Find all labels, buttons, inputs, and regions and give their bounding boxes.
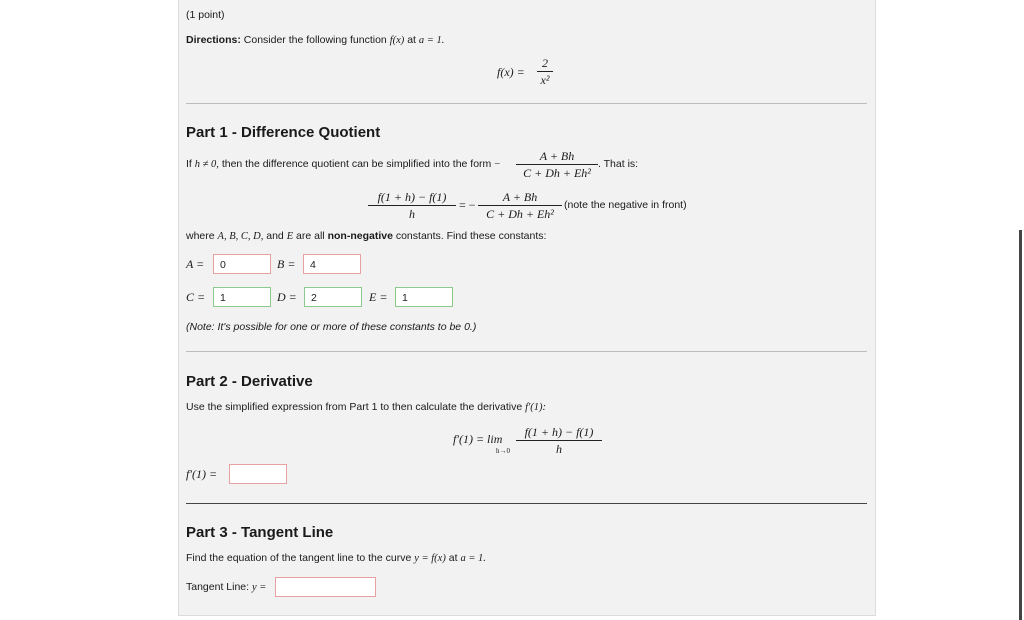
function-fraction — [537, 56, 553, 87]
tangent-y-eq: y = — [251, 582, 267, 593]
where-line — [186, 230, 546, 243]
scrollbar[interactable] — [1019, 230, 1022, 620]
part2-intro — [186, 401, 546, 414]
form-fraction-2 — [478, 190, 562, 221]
lim-den: h — [556, 442, 562, 456]
input-c[interactable]: 1 — [213, 287, 271, 307]
form-num: A + Bh — [539, 149, 575, 163]
part3-a: a = 1. — [460, 553, 486, 564]
lim-sub: h→0 — [496, 447, 510, 455]
part2-deriv: f′(1): — [525, 402, 547, 413]
part1-title: Part 1 - Difference Quotient — [186, 124, 381, 141]
lim-fraction — [516, 425, 602, 456]
function-den: x² — [540, 73, 550, 87]
part2-intro-text: Use the simplified expression from Part 1 to then calculate the derivative — [186, 401, 523, 413]
directions-fx: f(x) — [389, 35, 405, 46]
part3-title: Part 3 - Tangent Line — [186, 524, 334, 541]
tangent-answer-input[interactable] — [275, 577, 376, 597]
points-label: (1 point) — [186, 9, 225, 21]
directions-line — [186, 34, 444, 47]
divider-2 — [186, 351, 867, 352]
divider-3 — [186, 503, 867, 504]
where-vars: A, B, C, D, — [217, 231, 264, 242]
tangent-label-wrap — [186, 581, 266, 594]
form-fraction — [516, 149, 598, 180]
input-a[interactable]: 0 — [213, 254, 271, 274]
where-var-e: E — [286, 231, 294, 242]
divider-1 — [186, 103, 867, 104]
constants-note: (Note: It's possible for one or more of these constants to be 0.) — [186, 321, 477, 333]
label-b: B = — [277, 257, 296, 271]
where-pre: where — [186, 230, 215, 242]
where-nonneg: non-negative — [327, 230, 393, 242]
dq-den: h — [409, 207, 415, 221]
lim-num: f(1 + h) − f(1) — [524, 425, 594, 439]
form-den-2: C + Dh + Eh² — [486, 207, 554, 221]
part3-at: at — [448, 552, 458, 564]
part1-h-ne: h ≠ 0, — [194, 159, 219, 170]
function-num: 2 — [542, 56, 548, 70]
input-b[interactable]: 4 — [303, 254, 361, 274]
note-front: (note the negative in front) — [564, 199, 687, 211]
input-d[interactable]: 2 — [304, 287, 362, 307]
part3-intro-text: Find the equation of the tangent line to the curve — [186, 552, 412, 564]
directions-at: at — [407, 34, 416, 46]
label-e: E = — [369, 290, 388, 304]
form-den: C + Dh + Eh² — [523, 166, 591, 180]
deriv-answer-label: f′(1) = — [186, 467, 218, 481]
label-a: A = — [186, 257, 205, 271]
part1-intro-mid: then the difference quotient can be simplified into the form — [221, 158, 492, 170]
where-are-all: are all — [296, 230, 325, 242]
part3-curve: y = f(x) — [414, 553, 446, 564]
where-and: and — [266, 230, 284, 242]
lim-lhs: f′(1) = lim — [453, 432, 503, 446]
part1-minus: − — [494, 159, 501, 170]
that-is: . That is: — [598, 158, 639, 170]
part3-intro — [186, 552, 486, 565]
part2-title: Part 2 - Derivative — [186, 373, 313, 390]
eq-minus: = − — [459, 198, 476, 212]
function-lhs: f(x) = — [497, 65, 525, 79]
deriv-answer-input[interactable] — [229, 464, 287, 484]
directions-text: Consider the following function — [243, 34, 387, 46]
part1-intro-pre: If — [186, 158, 192, 170]
where-find: constants. Find these constants: — [395, 230, 547, 242]
label-c: C = — [186, 290, 206, 304]
label-d: D = — [277, 290, 297, 304]
input-e[interactable]: 1 — [395, 287, 453, 307]
directions-label: Directions: — [186, 34, 241, 46]
dq-num: f(1 + h) − f(1) — [377, 190, 447, 204]
tangent-label: Tangent Line: — [186, 581, 250, 593]
form-num-2: A + Bh — [502, 190, 538, 204]
part1-intro — [186, 158, 500, 171]
dq-fraction — [368, 190, 456, 221]
directions-a: a = 1. — [418, 35, 445, 46]
